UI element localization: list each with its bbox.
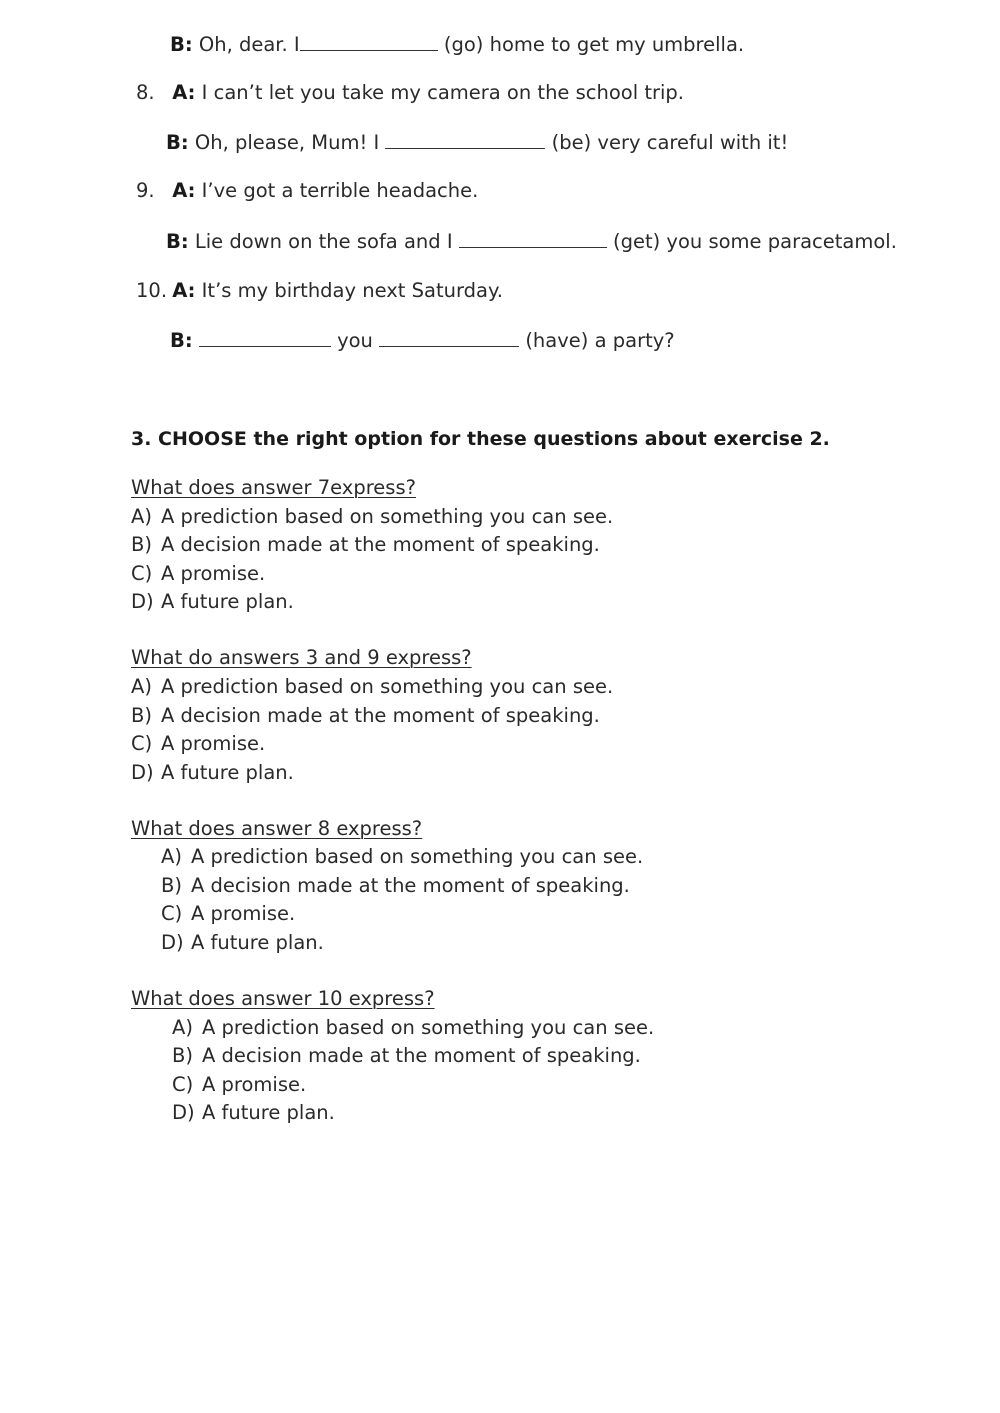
answer-blank[interactable] [300,32,438,51]
option-text: A promise. [161,562,266,585]
option-d[interactable] [172,1101,335,1125]
speaker-label: A: [172,179,196,202]
option-b[interactable] [131,533,600,557]
option-text: A prediction based on something you can see. [191,845,644,868]
option-letter: D) [161,931,184,954]
option-text: A promise. [202,1073,307,1096]
option-letter: D) [131,590,154,613]
question-prompt: What does answer 8 express? [131,817,423,840]
answer-blank[interactable] [379,328,519,347]
question-prompt: What does answer 7express? [131,476,416,499]
item8-b-line [166,130,788,155]
option-letter: C) [131,732,153,755]
option-b[interactable] [131,704,600,728]
option-text: A promise. [191,902,296,925]
option-letter: A) [131,675,152,698]
option-text: A future plan. [161,761,294,784]
item-number: 8. [136,81,155,104]
option-letter: A) [161,845,182,868]
option-a[interactable] [131,505,613,529]
dialogue-text: (be) very careful with it! [551,131,789,154]
answer-blank[interactable] [459,229,607,248]
speaker-label: B: [170,33,193,56]
option-a[interactable] [172,1016,654,1040]
option-text: A future plan. [161,590,294,613]
option-text: A decision made at the moment of speaking. [161,533,600,556]
option-letter: D) [131,761,154,784]
option-d[interactable] [161,931,324,955]
option-c[interactable] [161,902,295,926]
item9-a-line [136,179,478,203]
dialogue-text: I’ve got a terrible headache. [201,179,479,202]
option-letter: D) [172,1101,195,1124]
speaker-label: A: [172,279,196,302]
speaker-label: B: [166,131,189,154]
option-c[interactable] [131,562,265,586]
dialogue-text: I can’t let you take my camera on the school trip. [201,81,684,104]
option-letter: B) [131,533,152,556]
dialogue-text: Oh, please, Mum! I [194,131,380,154]
question-prompt: What do answers 3 and 9 express? [131,646,472,669]
option-letter: C) [172,1073,194,1096]
option-text: A decision made at the moment of speaking. [202,1044,641,1067]
option-text: A future plan. [191,931,324,954]
speaker-label: B: [170,329,193,352]
option-text: A decision made at the moment of speaking. [161,704,600,727]
option-text: A decision made at the moment of speaking. [191,874,630,897]
question-prompt: What does answer 10 express? [131,987,435,1010]
option-text: A prediction based on something you can see. [161,505,614,528]
option-letter: B) [172,1044,193,1067]
option-letter: B) [131,704,152,727]
item-number: 9. [136,179,155,202]
option-c[interactable] [172,1073,306,1097]
option-a[interactable] [131,675,613,699]
item8-a-line [136,81,684,105]
dialogue-text: (have) a party? [525,329,675,352]
item10-b-line [170,328,675,353]
option-letter: B) [161,874,182,897]
option-b[interactable] [172,1044,641,1068]
dialogue-text: It’s my birthday next Saturday. [201,279,503,302]
item-number: 10. [136,279,168,302]
option-letter: C) [131,562,153,585]
dialogue-text: Lie down on the sofa and I [194,230,453,253]
exercise-heading: 3. CHOOSE the right option for these questions about exercise 2. [131,428,830,450]
option-text: A future plan. [202,1101,335,1124]
option-text: A prediction based on something you can see. [161,675,614,698]
option-a[interactable] [161,845,643,869]
dialogue-text: (get) you some paracetamol. [613,230,897,253]
item7-b-line [170,32,744,57]
option-text: A prediction based on something you can see. [202,1016,655,1039]
item10-a-line [136,279,503,303]
dialogue-text: (go) home to get my umbrella. [443,33,745,56]
option-d[interactable] [131,590,294,614]
option-c[interactable] [131,732,265,756]
answer-blank[interactable] [385,130,545,149]
option-letter: A) [172,1016,193,1039]
option-d[interactable] [131,761,294,785]
answer-blank[interactable] [199,328,331,347]
speaker-label: B: [166,230,189,253]
option-letter: C) [161,902,183,925]
option-letter: A) [131,505,152,528]
speaker-label: A: [172,81,196,104]
option-text: A promise. [161,732,266,755]
dialogue-text: Oh, dear. I [198,33,300,56]
item9-b-line [166,229,897,254]
dialogue-text: you [337,329,373,352]
option-b[interactable] [161,874,630,898]
